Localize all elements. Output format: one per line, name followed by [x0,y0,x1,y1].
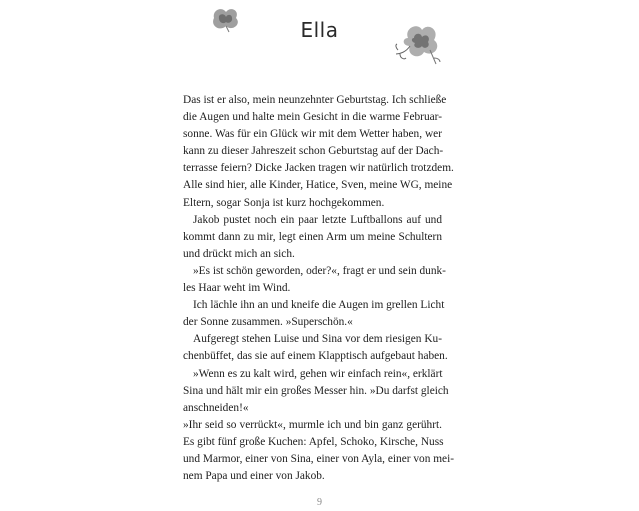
text-line: der Sonne zusammen. »Superschön.« [183,316,353,329]
paragraph [183,212,442,263]
chapter-title: Ella [300,18,339,42]
text-line: »Wenn es zu kalt wird, gehen wir einfach rein«, erklärt [193,367,443,380]
text-line: »Es ist schön geworden, oder?«, fragt er und sein dunk- [193,264,446,277]
page-number: 9 [317,497,322,508]
paragraph [183,366,449,417]
text-line: Eltern, sogar Sonja ist kurz hochgekommen. [183,196,385,209]
text-line: Alle sind hier, alle Kinder, Hatice, Sven, meine WG, meine [183,179,453,192]
text-line: chenbüffet, das sie auf einem Klapptisch aufgebaut haben. [183,350,448,363]
text-line: nem Papa und einer von Jakob. [183,470,325,483]
text-line: »Ihr seid so verrückt«, murmle ich und bin ganz gerührt. [183,418,442,431]
text-line: und drückt mich an sich. [183,247,295,260]
paragraph [183,263,446,297]
text-line: Das ist er also, mein neunzehnter Geburtstag. Ich schließe [183,94,447,106]
text-line: die Augen und halte mein Gesicht in die warme Februar- [183,111,442,124]
text-line: les Haar weht im Wind. [183,282,291,295]
text-line: Ich lächle ihn an und kneife die Augen im grellen Licht [193,299,445,312]
paragraph [183,417,454,485]
paragraph [183,297,445,331]
paragraph [183,331,448,365]
text-line: sonne. Was für ein Glück wir mit dem Wetter haben, wer [183,128,442,141]
text-line: Sina und hält mir ein großes Messer hin. »Du darfst gleich [183,384,449,397]
paragraph [183,92,454,212]
text-line: terrasse feiern? Dicke Jacken tragen wir natürlich trotzdem. [183,162,454,175]
text-line: Es gibt fünf große Kuchen: Apfel, Schoko, Kirsche, Nuss [183,435,444,448]
text-line: und Marmor, einer von Sina, einer von Ayla, einer von mei- [183,452,454,465]
text-line: kann zu dieser Jahreszeit schon Geburtstag auf der Dach- [183,145,444,158]
chapter-text [183,92,454,485]
text-line: kommt dann zu mir, legt einen Arm um meine Schultern [183,230,442,243]
text-line: Jakob pustet noch ein paar letzte Luftballons auf und [193,213,442,226]
text-line: Aufgeregt stehen Luise und Sina vor dem riesigen Ku- [193,333,442,346]
flower-icon [394,20,444,68]
text-line: anschneiden!« [183,401,249,414]
